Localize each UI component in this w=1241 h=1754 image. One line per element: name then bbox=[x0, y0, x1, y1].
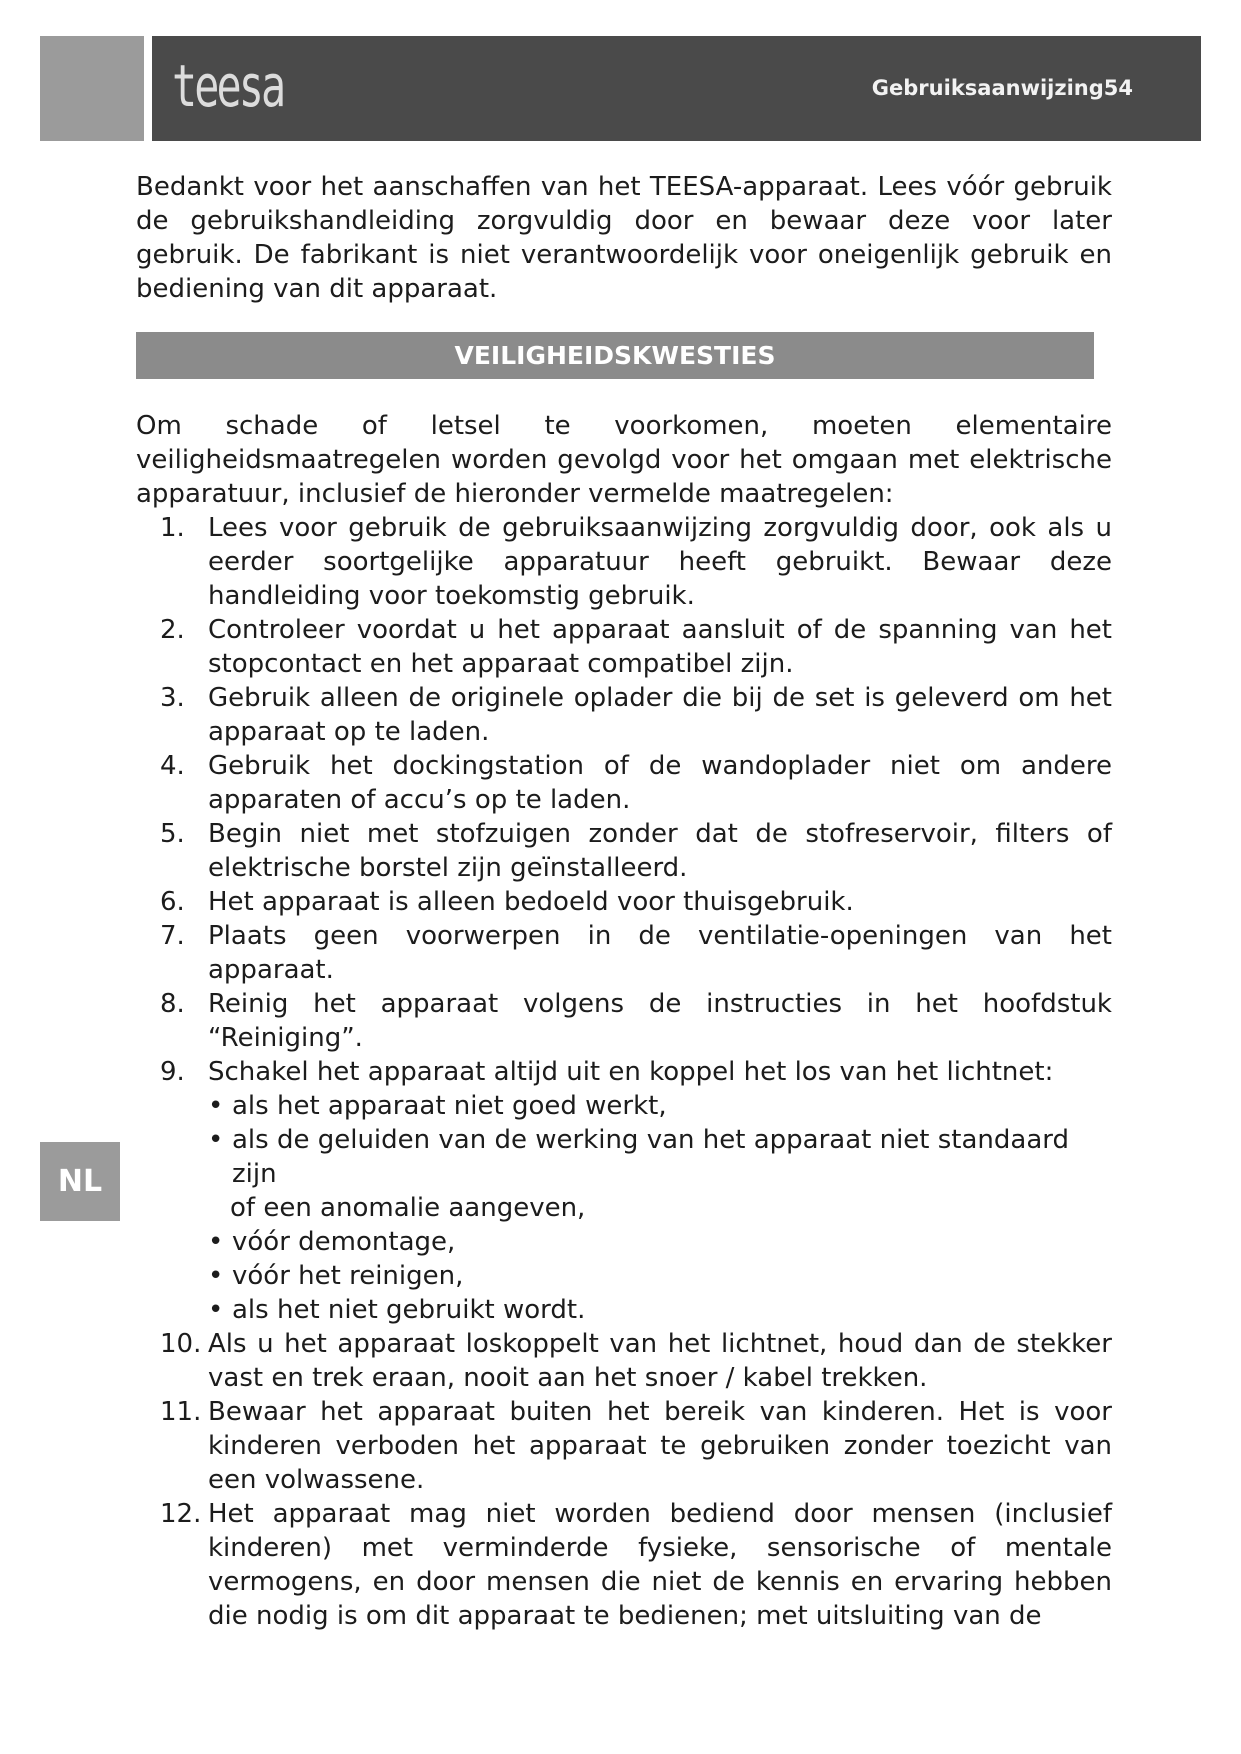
sub-item-text: vóór demontage, bbox=[232, 1227, 456, 1257]
sub-item-text: als het niet gebruikt wordt. bbox=[232, 1295, 586, 1325]
item-number: 8. bbox=[160, 989, 185, 1019]
header-title: Gebruiksaanwijzing54 bbox=[871, 76, 1133, 100]
disconnect-conditions bbox=[136, 1089, 1112, 1327]
bullet-icon: • bbox=[208, 1227, 224, 1257]
list-item bbox=[136, 919, 1112, 987]
item-text: Lees voor gebruik de gebruiksaanwijzing zorgvuldig door, ook als u eerder soortgelijke apparatuur heeft gebruikt. Bewaar deze handleiding voor toekomstig gebruik. bbox=[208, 513, 1112, 611]
sub-list-item bbox=[136, 1089, 1112, 1123]
sub-item-continuation: of een anomalie aangeven, bbox=[230, 1193, 586, 1223]
bullet-icon: • bbox=[208, 1125, 224, 1155]
item-text: Begin niet met stofzuigen zonder dat de stofreservoir, filters of elektrische borstel zijn geïnstalleerd. bbox=[208, 819, 1112, 883]
sub-item-text: vóór het reinigen, bbox=[232, 1261, 464, 1291]
section-heading: VEILIGHEIDSKWESTIES bbox=[136, 332, 1094, 379]
list-item bbox=[136, 681, 1112, 749]
item-number: 2. bbox=[160, 615, 185, 645]
sub-item-text: als de geluiden van de werking van het apparaat niet standaard zijn bbox=[232, 1125, 1070, 1189]
item-text: Gebruik alleen de originele oplader die bij de set is geleverd om het apparaat op te laden. bbox=[208, 683, 1112, 747]
sub-list-item bbox=[136, 1259, 1112, 1293]
sub-list-item bbox=[136, 1293, 1112, 1327]
item-text: Controleer voordat u het apparaat aansluit of de spanning van het stopcontact en het apparaat compatibel zijn. bbox=[208, 615, 1112, 679]
item-text: Het apparaat mag niet worden bediend door mensen (inclusief kinderen) met verminderde fysieke, sensorische of mentale vermogens, en door mensen die niet de kennis en ervaring hebben die nodig is om dit apparaat te bedienen; met uitsluiting van de bbox=[208, 1499, 1112, 1631]
item-number: 12. bbox=[160, 1499, 202, 1529]
list-item bbox=[136, 1395, 1112, 1497]
bullet-icon: • bbox=[208, 1261, 224, 1291]
sub-list-item bbox=[136, 1225, 1112, 1259]
teesa-logo: teesa bbox=[172, 52, 284, 120]
header-grey-block bbox=[40, 36, 144, 141]
item-number: 6. bbox=[160, 887, 185, 917]
item-number: 9. bbox=[160, 1057, 185, 1087]
item-text: Als u het apparaat loskoppelt van het lichtnet, houd dan de stekker vast en trek eraan, nooit aan het snoer / kabel trekken. bbox=[208, 1329, 1112, 1393]
list-item bbox=[136, 511, 1112, 613]
list-item bbox=[136, 987, 1112, 1055]
item-text: Reinig het apparaat volgens de instructies in het hoofdstuk “Reiniging”. bbox=[208, 989, 1112, 1053]
item-text: Gebruik het dockingstation of de wandoplader niet om andere apparaten of accu’s op te laden. bbox=[208, 751, 1112, 815]
safety-list bbox=[136, 511, 1112, 1089]
list-item bbox=[136, 817, 1112, 885]
page-content bbox=[136, 170, 1112, 1633]
list-item bbox=[136, 749, 1112, 817]
list-item bbox=[136, 613, 1112, 681]
header-bar bbox=[152, 36, 1201, 141]
language-tab: NL bbox=[40, 1142, 120, 1221]
list-item bbox=[136, 1497, 1112, 1633]
item-number: 3. bbox=[160, 683, 185, 713]
item-number: 10. bbox=[160, 1329, 202, 1359]
list-item bbox=[136, 1055, 1112, 1089]
item-number: 7. bbox=[160, 921, 185, 951]
list-item bbox=[136, 1327, 1112, 1395]
item-text: Het apparaat is alleen bedoeld voor thuisgebruik. bbox=[208, 887, 854, 917]
list-item bbox=[136, 885, 1112, 919]
item-number: 11. bbox=[160, 1397, 202, 1427]
item-text: Schakel het apparaat altijd uit en koppel het los van het lichtnet: bbox=[208, 1057, 1054, 1087]
sub-list-item bbox=[136, 1123, 1112, 1191]
intro-paragraph: Bedankt voor het aanschaffen van het TEESA-apparaat. Lees vóór gebruik de gebruikshandleiding zorgvuldig door en bewaar deze voor later gebruik. De fabrikant is niet verantwoordelijk voor oneigenlijk gebruik en bediening van dit apparaat. bbox=[136, 172, 1112, 304]
item-number: 5. bbox=[160, 819, 185, 849]
item-number: 1. bbox=[160, 513, 185, 543]
item-text: Plaats geen voorwerpen in de ventilatie-openingen van het apparaat. bbox=[208, 921, 1112, 985]
bullet-icon: • bbox=[208, 1091, 224, 1121]
safety-list-continued bbox=[136, 1327, 1112, 1633]
item-number: 4. bbox=[160, 751, 185, 781]
section-lead: Om schade of letsel te voorkomen, moeten elementaire veiligheidsmaatregelen worden gevolgd voor het omgaan met elektrische apparatuur, inclusief de hieronder vermelde maatregelen: bbox=[136, 411, 1112, 509]
bullet-icon: • bbox=[208, 1295, 224, 1325]
sub-item-text: als het apparaat niet goed werkt, bbox=[232, 1091, 667, 1121]
item-text: Bewaar het apparaat buiten het bereik van kinderen. Het is voor kinderen verboden het apparaat te gebruiken zonder toezicht van een volwassene. bbox=[208, 1397, 1112, 1495]
